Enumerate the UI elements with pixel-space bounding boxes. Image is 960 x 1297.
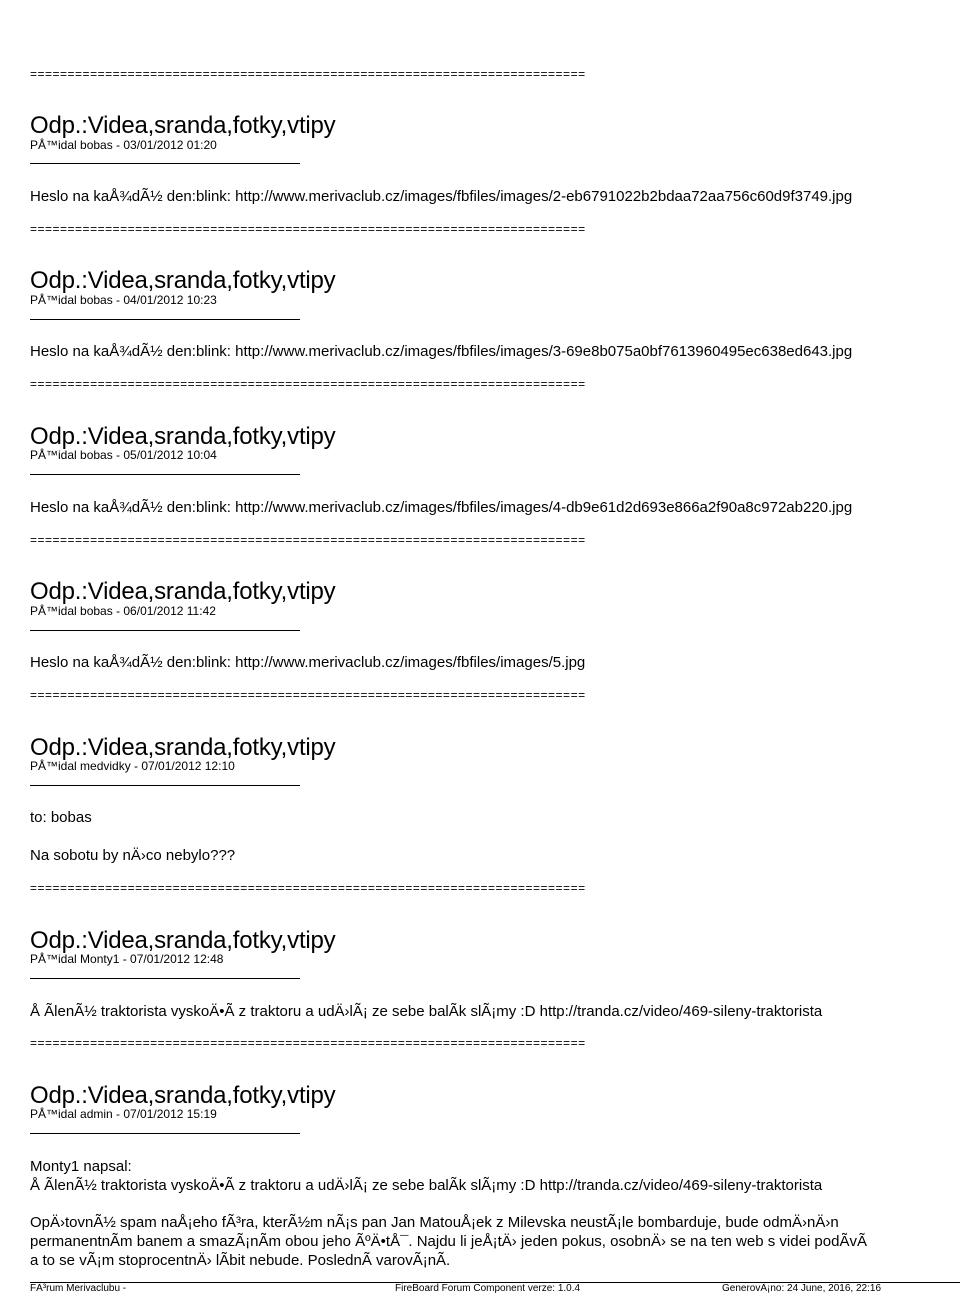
post-title: Odp.:Videa,sranda,fotky,vtipy — [30, 267, 336, 294]
post-divider — [30, 1133, 300, 1134]
post-title: Odp.:Videa,sranda,fotky,vtipy — [30, 423, 336, 450]
post-body-line: Heslo na kaÅ¾dÃ½ den:blink: http://www.merivaclub.cz/images/fbfiles/images/5.jpg — [30, 654, 586, 671]
post-title: Odp.:Videa,sranda,fotky,vtipy — [30, 927, 336, 954]
post-title: Odp.:Videa,sranda,fotky,vtipy — [30, 734, 336, 761]
separator: ========================================================================== — [30, 222, 586, 236]
post-body-line: Heslo na kaÅ¾dÃ½ den:blink: http://www.merivaclub.cz/images/fbfiles/images/3-69e8b075a0bf7613960495ec638ed643.jpg — [30, 343, 853, 360]
post-body-line: a to se vÃ¡m stoprocentnÄ› lÃbit nebude. PoslednÃ varovÃ¡nÃ. — [30, 1252, 451, 1269]
post-divider — [30, 474, 300, 475]
post-meta: PÅ™idal bobas - 03/01/2012 01:20 — [30, 138, 217, 152]
post-meta: PÅ™idal bobas - 05/01/2012 10:04 — [30, 448, 217, 462]
post-meta: PÅ™idal admin - 07/01/2012 15:19 — [30, 1107, 217, 1121]
separator: ========================================================================== — [30, 881, 586, 895]
footer-generated-date: GenerovÃ¡no: 24 June, 2016, 22:16 — [722, 1283, 882, 1294]
post-divider — [30, 785, 300, 786]
post-body-line: Heslo na kaÅ¾dÃ½ den:blink: http://www.merivaclub.cz/images/fbfiles/images/4-db9e61d2d693e866a2f90a8c972ab220.jpg — [30, 499, 853, 516]
post-meta: PÅ™idal medvidky - 07/01/2012 12:10 — [30, 759, 235, 773]
post-divider — [30, 630, 300, 631]
post-body-line: Na sobotu by nÄ›co nebylo??? — [30, 847, 236, 864]
post-divider — [30, 163, 300, 164]
separator: ========================================================================== — [30, 1036, 586, 1050]
footer-component-version: FireBoard Forum Component verze: 1.0.4 — [395, 1283, 581, 1294]
post-meta: PÅ™idal bobas - 06/01/2012 11:42 — [30, 604, 216, 618]
separator: ========================================================================== — [30, 67, 586, 81]
post-body-line: Heslo na kaÅ¾dÃ½ den:blink: http://www.merivaclub.cz/images/fbfiles/images/2-eb6791022b2bdaa72aa756c60d9f3749.jpg — [30, 188, 853, 205]
separator: ========================================================================== — [30, 377, 586, 391]
post-meta: PÅ™idal bobas - 04/01/2012 10:23 — [30, 293, 217, 307]
post-title: Odp.:Videa,sranda,fotky,vtipy — [30, 112, 336, 139]
footer-forum-name: FÃ³rum Merivaclubu - — [30, 1283, 127, 1294]
separator: ========================================================================== — [30, 533, 586, 547]
post-body-line: Monty1 napsal: — [30, 1158, 132, 1175]
post-body-line: Å ÃlenÃ½ traktorista vyskoÄ•Ã z traktoru a udÄ›lÃ¡ ze sebe balÃk slÃ¡my :D http://tranda.cz/video/469-sileny-traktorista — [30, 1003, 823, 1020]
post-divider — [30, 319, 300, 320]
post-title: Odp.:Videa,sranda,fotky,vtipy — [30, 1082, 336, 1109]
post-body-line: to: bobas — [30, 809, 92, 826]
post-meta: PÅ™idal Monty1 - 07/01/2012 12:48 — [30, 952, 224, 966]
post-body-line: OpÄ›tovnÃ½ spam naÅ¡eho fÃ³ra, kterÃ½m nÃ¡s pan Jan MatouÅ¡ek z Milevska neustÃ¡le bombarduje, bude odmÄ›nÄ›n — [30, 1214, 839, 1231]
post-title: Odp.:Videa,sranda,fotky,vtipy — [30, 578, 336, 605]
post-body-line: Å ÃlenÃ½ traktorista vyskoÄ•Ã z traktoru a udÄ›lÃ¡ ze sebe balÃk slÃ¡my :D http://tranda.cz/video/469-sileny-traktorista — [30, 1177, 823, 1194]
post-divider — [30, 978, 300, 979]
separator: ========================================================================== — [30, 688, 586, 702]
post-body-line: permanentnÃm banem a smazÃ¡nÃm obou jeho ÃºÄ•tÅ¯. Najdu li jeÅ¡tÄ› jeden pokus, osobnÄ› se na ten web s videi podÃvÃ — [30, 1233, 867, 1250]
